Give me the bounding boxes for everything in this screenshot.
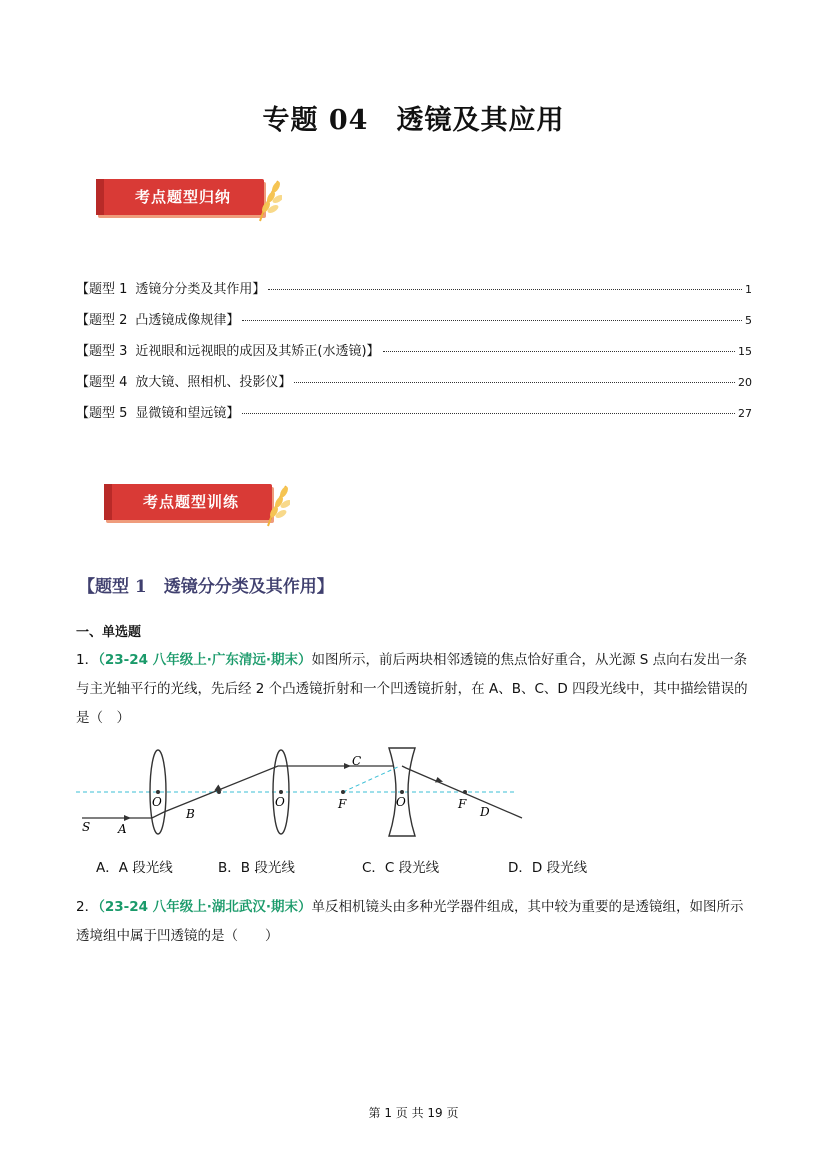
summary-banner-label: 考点题型归纳 xyxy=(134,188,231,206)
toc-item[interactable]: 【题型 1 透镜分分类及其作用】 1 xyxy=(76,282,752,297)
lens-diagram xyxy=(76,742,536,842)
label-o3: O xyxy=(396,795,406,809)
subheading: 一、单选题 xyxy=(76,625,142,640)
label-f1: F xyxy=(338,797,347,811)
extension-line xyxy=(343,766,400,792)
label-c: C xyxy=(352,754,362,768)
question-source: （23-24 八年级上·湖北武汉·期末） xyxy=(98,899,312,915)
option-d[interactable]: D．D 段光线 xyxy=(508,860,588,876)
label-s: S xyxy=(82,820,91,834)
question-number: 1． xyxy=(76,652,99,668)
toc-item[interactable]: 【题型 5 显微镜和望远镜】 27 xyxy=(76,406,752,421)
section-heading: 【题型 1 透镜分分类及其作用】 xyxy=(78,577,334,597)
page-footer: 第 1 页 共 19 页 xyxy=(368,1106,459,1120)
wheat-icon xyxy=(256,175,282,223)
option-c[interactable]: C．C 段光线 xyxy=(362,860,440,876)
question-text: 单反相机镜头由多种光学器件组成，其中较为重要的是透镜组，如图所示透境组中属于凹透镜的是（ ） xyxy=(76,899,744,944)
table-of-contents xyxy=(76,278,752,433)
label-d: D xyxy=(480,805,490,819)
question-source: （23-24 八年级上·广东清远·期末） xyxy=(98,652,312,668)
toc-item[interactable]: 【题型 2 凸透镜成像规律】 5 xyxy=(76,313,752,328)
option-b[interactable]: B．B 段光线 xyxy=(218,860,295,876)
wheat-icon xyxy=(264,480,290,528)
question-2 xyxy=(76,893,756,951)
training-banner-label: 考点题型训练 xyxy=(142,493,239,511)
answer-options xyxy=(96,856,736,880)
training-banner xyxy=(104,480,304,528)
toc-item[interactable]: 【题型 4 放大镜、照相机、投影仪】 20 xyxy=(76,375,752,390)
question-number: 2． xyxy=(76,899,99,915)
summary-banner xyxy=(96,175,296,223)
question-1 xyxy=(76,646,756,733)
label-o2: O xyxy=(275,795,285,809)
label-b: B xyxy=(186,807,195,821)
label-a: A xyxy=(118,822,127,836)
option-a[interactable]: A．A 段光线 xyxy=(96,860,173,876)
label-o1: O xyxy=(152,795,162,809)
question-text: 如图所示，前后两块相邻透镜的焦点恰好重合，从光源 S 点向右发出一条与主光轴平行的光线，先后经 2 个凸透镜折射和一个凹透镜折射，在 A、B、C、D 四段光线中，其中描绘错误的是（ ） xyxy=(76,652,748,726)
page-title: 专题 04 透镜及其应用 xyxy=(262,105,565,136)
label-f2: F xyxy=(458,797,467,811)
toc-item[interactable]: 【题型 3 近视眼和远视眼的成因及其矫正(水透镜)】 15 xyxy=(76,344,752,359)
